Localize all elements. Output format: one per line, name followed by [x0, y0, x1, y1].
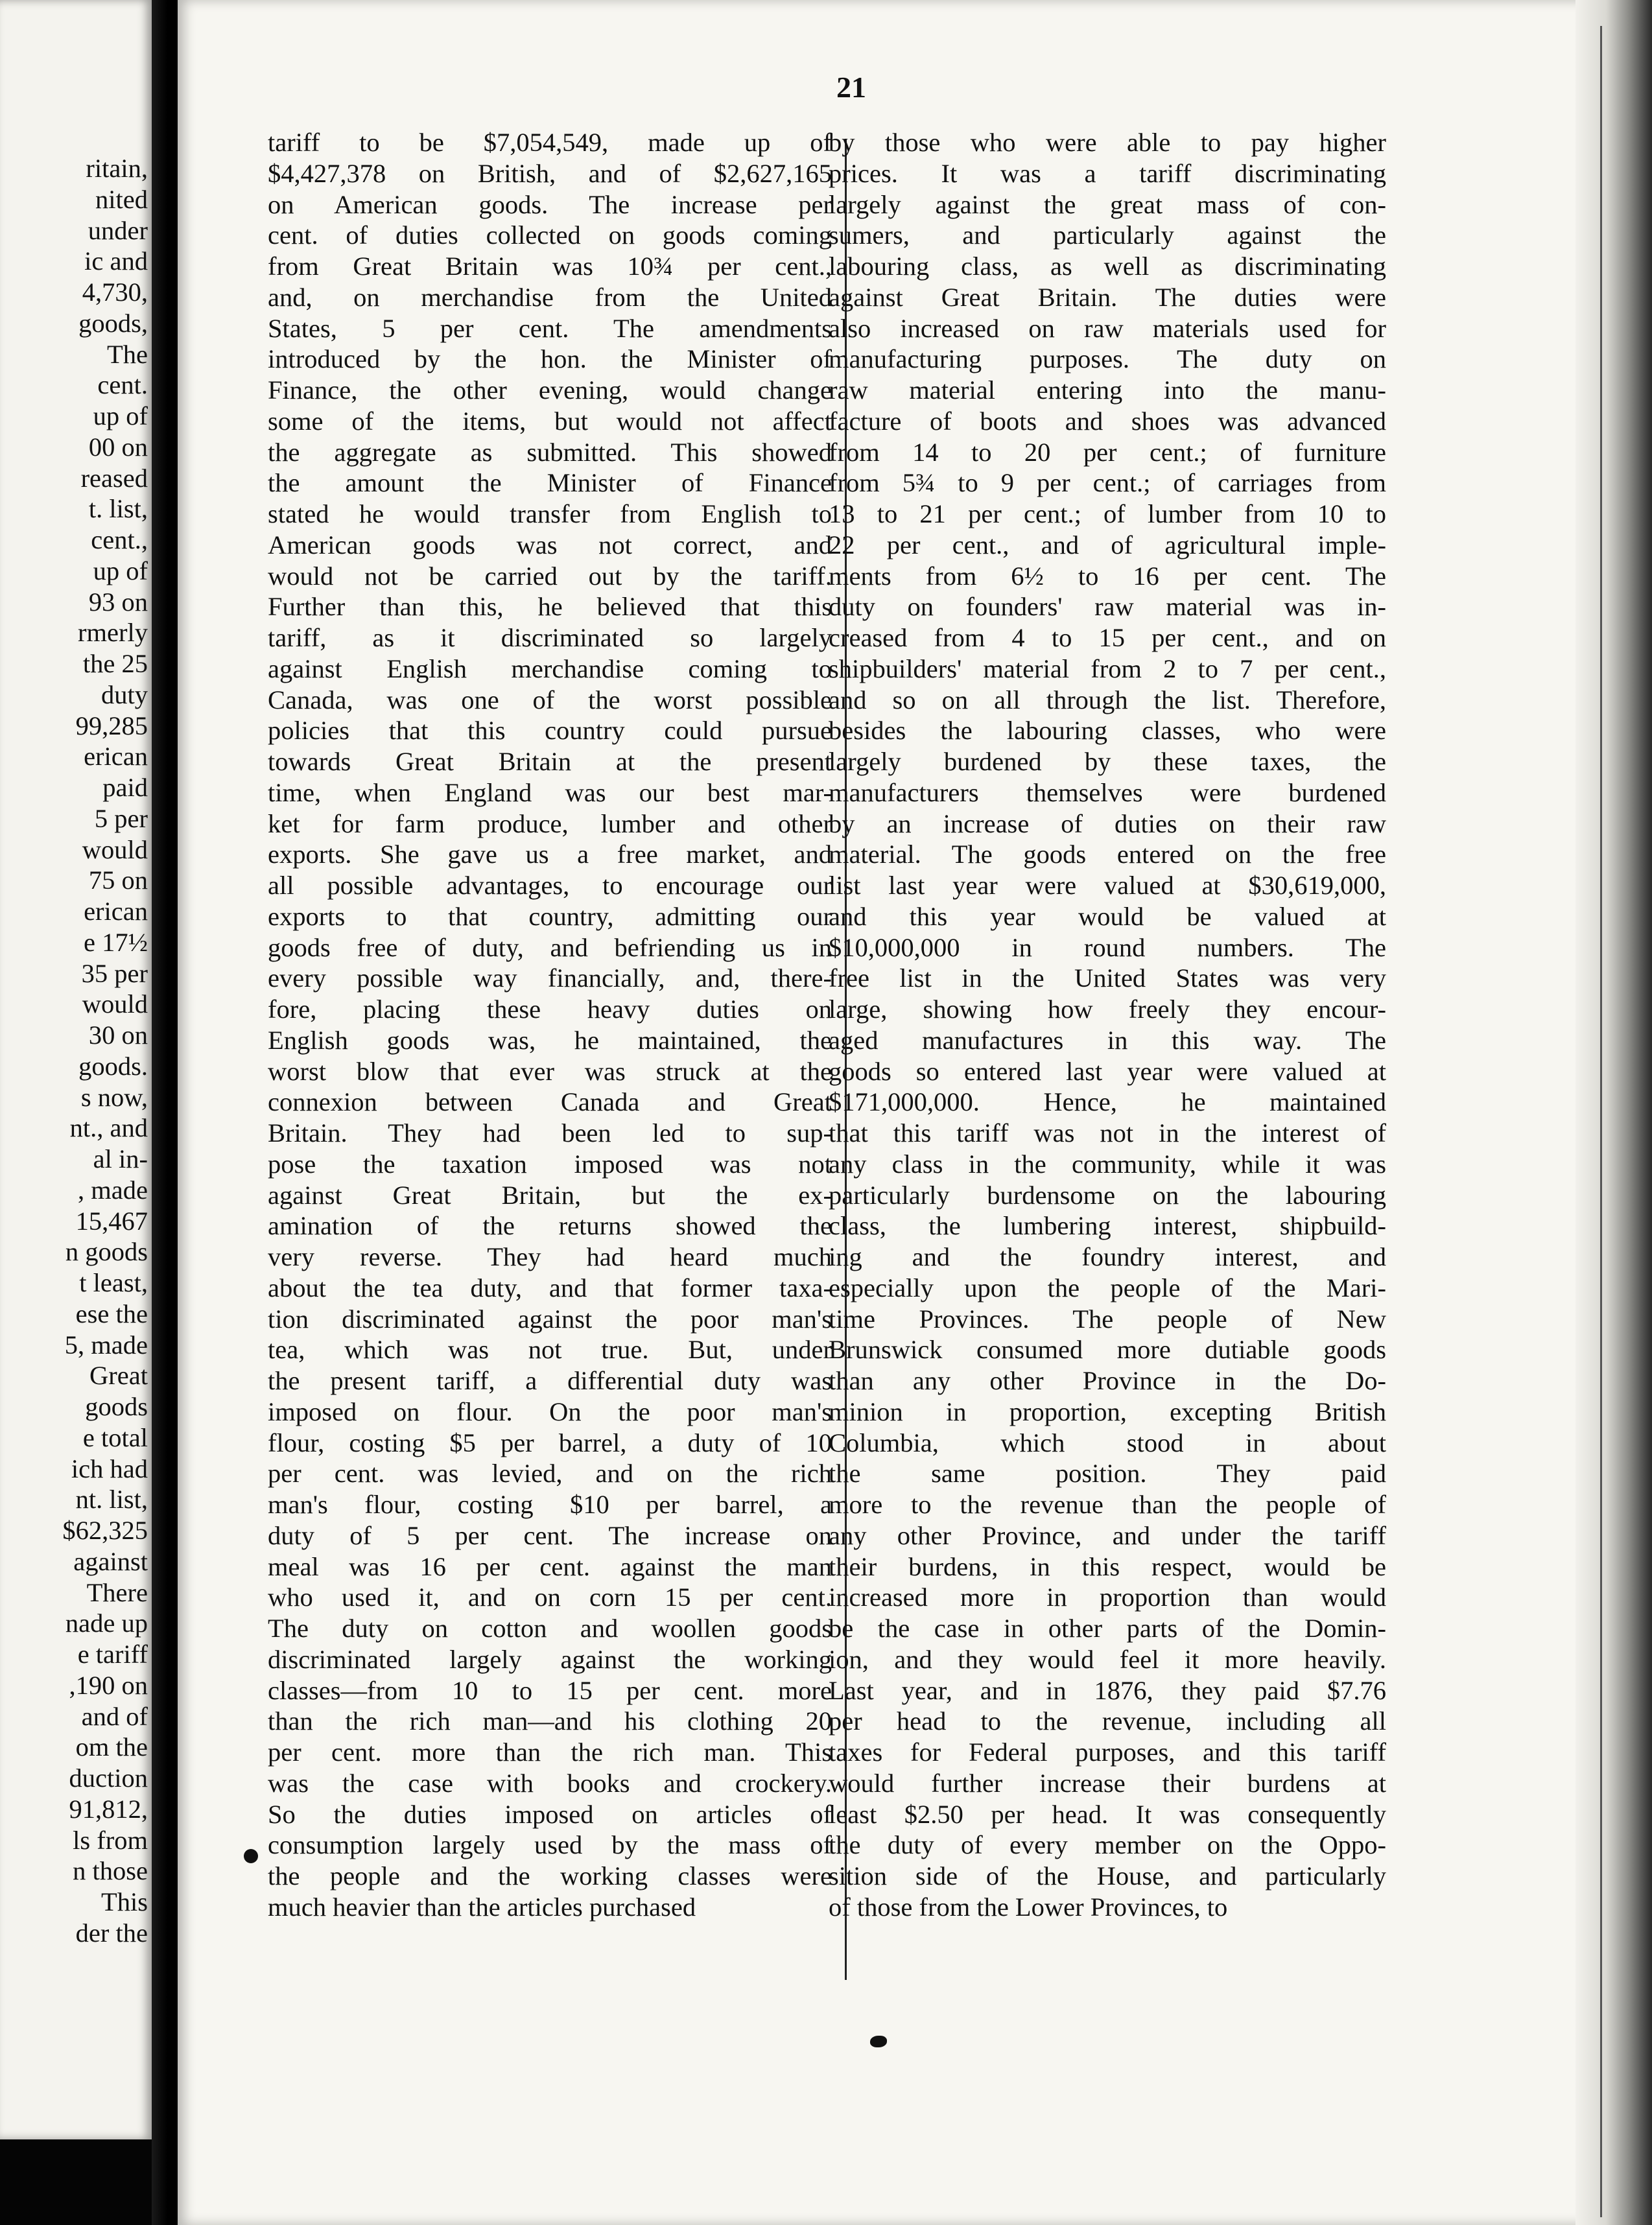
- text-line: duty of 5 per cent. The increase on: [268, 1520, 832, 1550]
- text-line: increased more in proportion than would: [829, 1583, 1386, 1612]
- previous-page-line-fragment: There: [86, 1577, 148, 1607]
- text-line: labouring class, as well as discriminating: [829, 252, 1386, 281]
- text-line: imposed on flour. On the poor man's: [268, 1396, 832, 1426]
- text-line: very reverse. They had heard much: [268, 1242, 832, 1271]
- previous-page-line-fragment: 4,730,: [82, 277, 148, 307]
- previous-page-line-fragment: erican: [84, 897, 148, 926]
- previous-page-line-fragment: goods,: [78, 308, 148, 338]
- text-line: Finance, the other evening, would change: [268, 375, 832, 405]
- text-line: largely against the great mass of con-: [829, 189, 1386, 219]
- text-line: discriminated largely against the working: [268, 1644, 832, 1674]
- text-line: time Provinces. The people of New: [829, 1304, 1386, 1334]
- previous-page-line-fragment: nade up: [65, 1608, 148, 1638]
- text-line: goods free of duty, and befriending us in: [268, 932, 832, 962]
- text-line: the aggregate as submitted. This showed: [268, 437, 832, 467]
- text-line: exports. She gave us a free market, and: [268, 840, 832, 869]
- text-line: also increased on raw materials used for: [829, 313, 1386, 343]
- previous-page-line-fragment: t. list,: [88, 494, 148, 524]
- previous-page-edge: [0, 0, 152, 2139]
- text-line: tariff to be $7,054,549, made up of: [268, 128, 832, 157]
- previous-page-line-fragment: duction: [69, 1763, 148, 1793]
- previous-page-line-fragment: under: [88, 215, 148, 245]
- text-line: pose the taxation imposed was not: [268, 1149, 832, 1179]
- previous-page-line-fragment: n goods: [65, 1237, 148, 1267]
- text-line: by those who were able to pay higher: [829, 128, 1386, 157]
- previous-page-line-fragment: n those: [73, 1856, 148, 1886]
- previous-page-line-fragment: 5, made: [64, 1330, 148, 1360]
- text-line: cent. of duties collected on goods coming: [268, 220, 832, 250]
- previous-page-line-fragment: nt., and: [69, 1113, 148, 1143]
- text-line: class, the lumbering interest, shipbuild-: [829, 1211, 1386, 1241]
- text-line: shipbuilders' material from 2 to 7 per cent.,: [829, 653, 1386, 683]
- text-line: consumption largely used by the mass of: [268, 1830, 832, 1860]
- text-line: tion discriminated against the poor man's: [268, 1304, 832, 1334]
- text-line: about the tea duty, and that former taxa-: [268, 1273, 832, 1302]
- margin-bullet-mark: [244, 1849, 258, 1863]
- previous-page-line-fragment: 75 on: [88, 865, 148, 895]
- text-line: and, on merchandise from the United: [268, 282, 832, 312]
- text-line: tea, which was not true. But, under: [268, 1335, 832, 1365]
- previous-page-line-fragment: ritain,: [86, 154, 148, 183]
- previous-page-line-fragment: t least,: [79, 1268, 148, 1297]
- text-line: prices. It was a tariff discriminating: [829, 158, 1386, 188]
- text-line: English goods was, he maintained, the: [268, 1025, 832, 1055]
- text-line: material. The goods entered on the free: [829, 840, 1386, 869]
- text-line: duty on founders' raw material was in-: [829, 592, 1386, 622]
- text-line: per head to the revenue, including all: [829, 1706, 1386, 1736]
- text-line: ing and the foundry interest, and: [829, 1242, 1386, 1271]
- text-line: sition side of the House, and particularly: [829, 1861, 1386, 1890]
- previous-page-line-fragment: ic and: [84, 246, 148, 276]
- text-line: man's flour, costing $10 per barrel, a: [268, 1490, 832, 1519]
- previous-page-line-fragment: der the: [75, 1918, 148, 1948]
- text-line: Further than this, he believed that this: [268, 592, 832, 622]
- text-line: ion, and they would feel it more heavily.: [829, 1644, 1386, 1674]
- text-line: minion in proportion, excepting British: [829, 1396, 1386, 1426]
- text-line: manufacturers themselves were burdened: [829, 777, 1386, 807]
- text-line: any class in the community, while it was: [829, 1149, 1386, 1179]
- text-line: 13 to 21 per cent.; of lumber from 10 to: [829, 499, 1386, 528]
- text-line: be the case in other parts of the Domin-: [829, 1614, 1386, 1643]
- previous-page-line-fragment: al in-: [93, 1144, 148, 1173]
- ink-smudge-mark: [870, 2036, 887, 2047]
- text-line: worst blow that ever was struck at the: [268, 1056, 832, 1086]
- text-line: classes—from 10 to 15 per cent. more: [268, 1675, 832, 1705]
- previous-page-line-fragment: e 17½: [84, 927, 148, 957]
- text-line: States, 5 per cent. The amendments: [268, 313, 832, 343]
- text-line: exports to that country, admitting our: [268, 901, 832, 931]
- previous-page-line-fragment: ich had: [71, 1454, 148, 1483]
- text-line: the same position. They paid: [829, 1459, 1386, 1489]
- text-line: facture of boots and shoes was advanced: [829, 406, 1386, 436]
- text-line: than the rich man—and his clothing 20: [268, 1706, 832, 1736]
- text-line: the duty of every member on the Oppo-: [829, 1830, 1386, 1860]
- text-line: any other Province, and under the tariff: [829, 1520, 1386, 1550]
- text-line: meal was 16 per cent. against the man: [268, 1551, 832, 1581]
- previous-page-line-fragment: This: [100, 1887, 148, 1916]
- text-line: against English merchandise coming to: [268, 653, 832, 683]
- previous-page-line-fragment: $62,325: [62, 1516, 148, 1545]
- text-line: creased from 4 to 15 per cent., and on: [829, 623, 1386, 652]
- previous-page-line-fragment: erican: [84, 742, 148, 771]
- text-line: time, when England was our best mar-: [268, 777, 832, 807]
- previous-page-line-fragment: goods.: [78, 1051, 148, 1081]
- previous-page-line-fragment: Great: [89, 1361, 148, 1391]
- text-line: ments from 6½ to 16 per cent. The: [829, 561, 1386, 591]
- text-line: of those from the Lower Provinces, to: [829, 1892, 1228, 1922]
- previous-page-line-fragment: rmerly: [78, 618, 148, 648]
- previous-page-line-fragment: ,190 on: [69, 1670, 148, 1700]
- text-line: list last year were valued at $30,619,000,: [829, 871, 1386, 900]
- text-line: least $2.50 per head. It was consequently: [829, 1799, 1386, 1829]
- previous-page-line-fragment: 00 on: [88, 432, 148, 462]
- left-text-column: [268, 127, 832, 1923]
- previous-page-line-fragment: s now,: [80, 1082, 148, 1112]
- previous-page-line-fragment: , made: [78, 1175, 148, 1205]
- previous-page-line-fragment: cent.,: [91, 525, 148, 554]
- text-line: on American goods. The increase per: [268, 189, 832, 219]
- text-line: ket for farm produce, lumber and other: [268, 808, 832, 838]
- text-line: Last year, and in 1876, they paid $7.76: [829, 1675, 1386, 1705]
- previous-page-line-fragment: 93 on: [88, 587, 148, 617]
- text-line: and so on all through the list. Therefore,: [829, 685, 1386, 714]
- text-line: So the duties imposed on articles of: [268, 1799, 832, 1829]
- text-line: largely burdened by these taxes, the: [829, 747, 1386, 776]
- previous-page-line-fragment: duty: [100, 679, 148, 709]
- text-line: all possible advantages, to encourage our: [268, 871, 832, 900]
- text-line: besides the labouring classes, who were: [829, 716, 1386, 746]
- previous-page-line-fragment: against: [73, 1546, 148, 1576]
- text-line: stated he would transfer from English to: [268, 499, 832, 528]
- text-line: fore, placing these heavy duties on: [268, 995, 832, 1024]
- text-line: flour, costing $5 per barrel, a duty of 10: [268, 1428, 832, 1457]
- text-line: per cent. more than the rich man. This: [268, 1737, 832, 1767]
- text-line: every possible way financially, and, there-: [268, 963, 832, 993]
- previous-page-line-fragment: nt. list,: [75, 1485, 148, 1514]
- previous-page-line-fragment: and of: [81, 1701, 148, 1731]
- book-gutter: [152, 0, 178, 2225]
- text-line: much heavier than the articles purchased: [268, 1892, 696, 1922]
- previous-page-line-fragment: 5 per: [94, 803, 148, 833]
- text-line: more to the revenue than the people of: [829, 1490, 1386, 1519]
- text-line: goods so entered last year were valued at: [829, 1056, 1386, 1086]
- text-line: some of the items, but would not affect: [268, 406, 832, 436]
- text-line: tariff, as it discriminated so largely: [268, 623, 832, 652]
- text-line: large, showing how freely they encour-: [829, 995, 1386, 1024]
- previous-page-text-fragments: [62, 153, 148, 1949]
- previous-page-line-fragment: 30 on: [88, 1020, 148, 1050]
- right-text-column: [829, 127, 1386, 1923]
- previous-page-line-fragment: 15,467: [75, 1206, 148, 1236]
- previous-page-line-fragment: The: [107, 339, 148, 369]
- text-line: Columbia, which stood in about: [829, 1428, 1386, 1457]
- text-line: than any other Province in the Do-: [829, 1366, 1386, 1395]
- previous-page-line-fragment: would: [82, 834, 148, 864]
- page-right-edge: [1575, 0, 1652, 2225]
- previous-page-line-fragment: reased: [80, 463, 148, 493]
- previous-page-line-fragment: ls from: [73, 1825, 148, 1855]
- text-line: Canada, was one of the worst possible: [268, 685, 832, 714]
- previous-page-line-fragment: e total: [82, 1422, 148, 1452]
- previous-page-line-fragment: e tariff: [77, 1640, 148, 1669]
- previous-page-line-fragment: would: [82, 989, 148, 1019]
- text-line: raw material entering into the manu-: [829, 375, 1386, 405]
- text-line: free list in the United States was very: [829, 963, 1386, 993]
- text-line: aged manufactures in this way. The: [829, 1025, 1386, 1055]
- text-line: the people and the working classes were: [268, 1861, 832, 1890]
- page-number: 21: [836, 71, 866, 104]
- previous-page-line-fragment: 99,285: [75, 711, 148, 740]
- text-line: Britain. They had been led to sup-: [268, 1118, 832, 1148]
- previous-page-line-fragment: paid: [102, 773, 148, 802]
- text-line: taxes for Federal purposes, and this tariff: [829, 1737, 1386, 1767]
- text-line: against Great Britain. The duties were: [829, 282, 1386, 312]
- text-line: per cent. was levied, and on the rich: [268, 1459, 832, 1489]
- text-line: sumers, and particularly against the: [829, 220, 1386, 250]
- previous-page-line-fragment: 91,812,: [69, 1794, 148, 1824]
- text-line: who used it, and on corn 15 per cent.: [268, 1583, 832, 1612]
- previous-page-line-fragment: up of: [93, 556, 148, 585]
- text-line: from 5¾ to 9 per cent.; of carriages from: [829, 468, 1386, 498]
- previous-page-line-fragment: goods: [85, 1392, 148, 1421]
- text-line: The duty on cotton and woollen goods: [268, 1614, 832, 1643]
- text-line: their burdens, in this respect, would be: [829, 1551, 1386, 1581]
- text-line: would further increase their burdens at: [829, 1768, 1386, 1798]
- previous-page-line-fragment: om the: [75, 1732, 148, 1762]
- previous-page-line-fragment: nited: [95, 184, 148, 214]
- text-line: 22 per cent., and of agricultural imple-: [829, 530, 1386, 559]
- text-line: $10,000,000 in round numbers. The: [829, 932, 1386, 962]
- text-line: against Great Britain, but the ex-: [268, 1180, 832, 1210]
- text-line: and this year would be valued at: [829, 901, 1386, 931]
- text-line: would not be carried out by the tariff.: [268, 561, 832, 591]
- previous-page-line-fragment: 35 per: [81, 958, 148, 988]
- previous-page-line-fragment: ese the: [75, 1299, 148, 1328]
- text-line: amination of the returns showed the: [268, 1211, 832, 1241]
- page-edge-line: [1600, 26, 1602, 2217]
- text-line: connexion between Canada and Great: [268, 1087, 832, 1117]
- text-line: that this tariff was not in the interest of: [829, 1118, 1386, 1148]
- text-line: introduced by the hon. the Minister of: [268, 344, 832, 374]
- text-line: particularly burdensome on the labouring: [829, 1180, 1386, 1210]
- text-line: from 14 to 20 per cent.; of furniture: [829, 437, 1386, 467]
- text-line: was the case with books and crockery.: [268, 1768, 832, 1798]
- text-line: American goods was not correct, and: [268, 530, 832, 559]
- text-line: especially upon the people of the Mari-: [829, 1273, 1386, 1302]
- text-line: Brunswick consumed more dutiable goods: [829, 1335, 1386, 1365]
- text-line: manufacturing purposes. The duty on: [829, 344, 1386, 374]
- text-line: the present tariff, a differential duty was: [268, 1366, 832, 1395]
- text-line: towards Great Britain at the present: [268, 747, 832, 776]
- previous-page-line-fragment: the 25: [82, 649, 148, 678]
- text-line: policies that this country could pursue: [268, 716, 832, 746]
- previous-page-line-fragment: up of: [93, 401, 148, 430]
- text-line: the amount the Minister of Finance: [268, 468, 832, 498]
- text-line: $171,000,000. Hence, he maintained: [829, 1087, 1386, 1117]
- text-line: $4,427,378 on British, and of $2,627,165: [268, 158, 832, 188]
- previous-page-line-fragment: cent.: [97, 370, 148, 400]
- text-line: by an increase of duties on their raw: [829, 808, 1386, 838]
- text-line: from Great Britain was 10¾ per cent.,: [268, 252, 832, 281]
